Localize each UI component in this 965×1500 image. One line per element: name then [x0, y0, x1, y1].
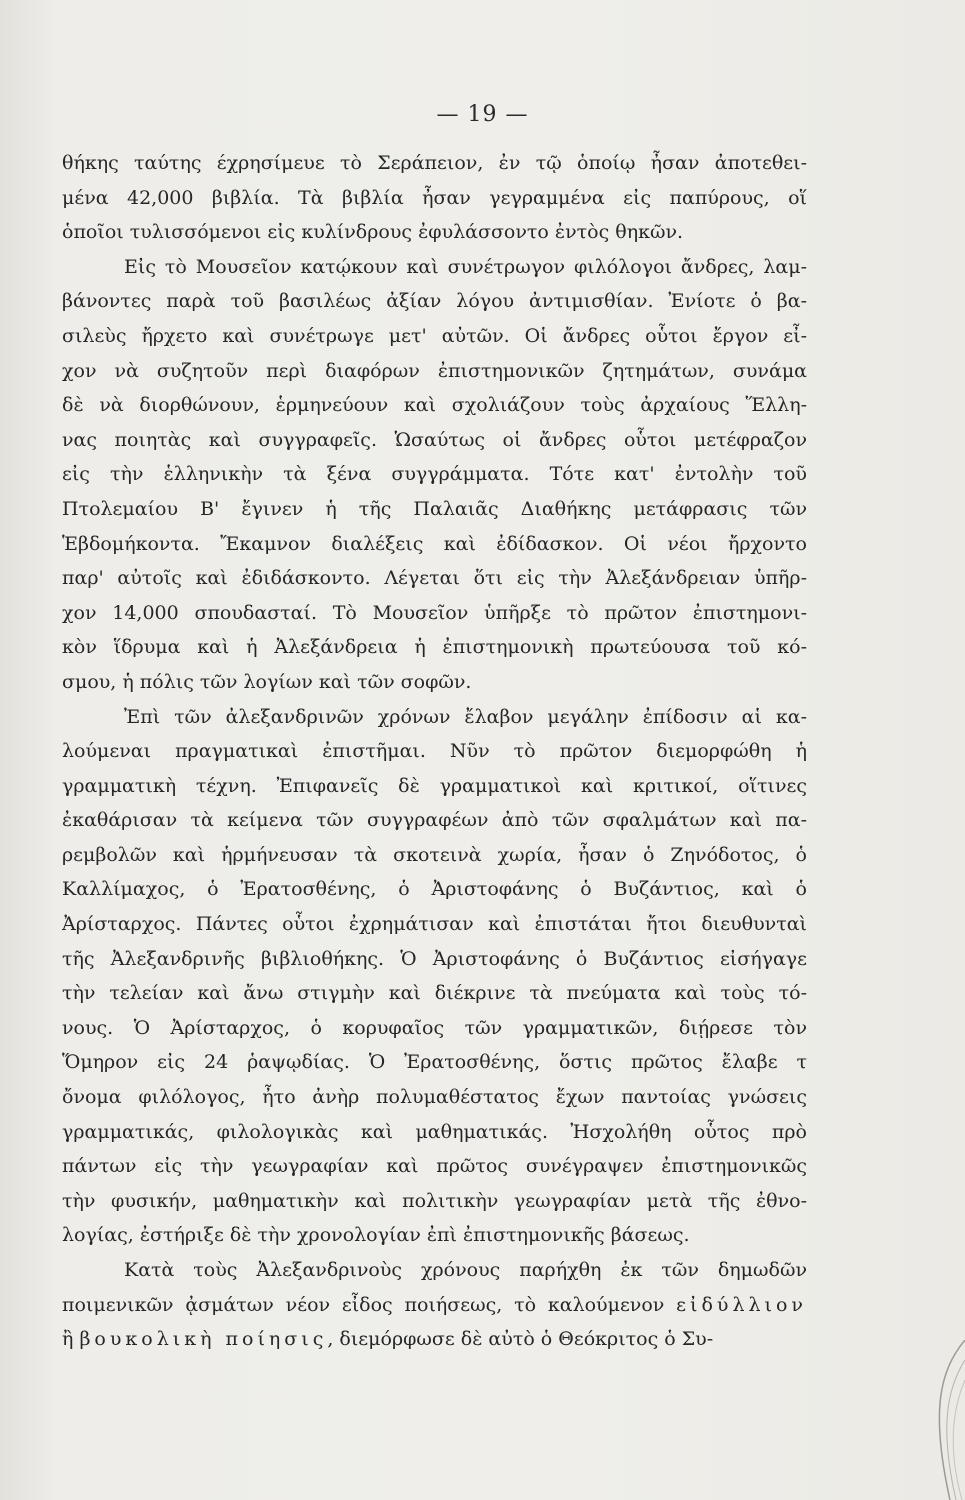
spaced-term: βουκολικὴ ποίησις — [79, 1328, 328, 1351]
text-line: γραμματικὴ τέχνη. Ἐπιφανεῖς δὲ γραμματικοὶ καὶ κριτικοί, οἵτινες — [62, 774, 807, 797]
text-line: κὸν ἵδρυμα καὶ ἡ Ἀλεξάνδρεια ἡ ἐπιστημονικὴ πρωτεύουσα τοῦ κό- — [62, 636, 807, 659]
text-line — [62, 1322, 807, 1357]
text-line: Ὅμηρον εἰς 24 ῥαψῳδίας. Ὁ Ἐρατοσθένης, ὅστις πρῶτος ἔλαβε τ — [62, 1051, 807, 1074]
text-span: ἢ — [62, 1328, 74, 1351]
paragraph-start-line: Ἐπὶ τῶν ἀλεξανδρινῶν χρόνων ἔλαβον μεγάλην ἐπίδοσιν αἱ κα- — [124, 705, 807, 728]
text-span: ποιμενικῶν ᾀσμάτων νέον εἶδος ποιήσεως, τὸ καλούμενον — [62, 1293, 665, 1316]
text-line: θήκης ταύτης έχρησίμευε τὸ Σεράπειον, ἐν τῷ ὁποίῳ ἦσαν ἀποτεθει- — [62, 152, 807, 174]
text-line: μένα 42,000 βιβλία. Τὰ βιβλία ἦσαν γεγραμμένα εἰς παπύρους, οἵ — [62, 186, 807, 209]
text-line: παρ' αὐτοῖς καὶ ἐδιδάσκοντο. Λέγεται ὅτι εἰς τὴν Ἀλεξάνδρειαν ὑπῆρ- — [62, 567, 807, 590]
text-line: νας ποιητὰς καὶ συγγραφεῖς. Ὡσαύτως οἱ ἄνδρες οὗτοι μετέφραζον — [62, 428, 807, 451]
paragraph-start-line: Κατὰ τοὺς Ἀλεξανδρινοὺς χρόνους παρήχθη ἐκ τῶν δημωδῶν — [124, 1259, 807, 1281]
text-line: τῆς Ἀλεξανδρινῆς βιβλιοθήκης. Ὁ Ἀριστοφάνης ὁ Βυζάντιος εἰσήγαγε — [62, 947, 807, 970]
text-line: εἰς τὴν ἑλληνικὴν τὰ ξένα συγγράμματα. Τότε κατ' ἐντολὴν τοῦ — [62, 463, 807, 486]
text-line: λογίας, ἐστήριξε δὲ τὴν χρονολογίαν ἐπὶ ἐπιστημονικῆς βάσεως. — [62, 1224, 690, 1247]
text-line: χον νὰ συζητοῦν περὶ διαφόρων ἐπιστημονικῶν ζητημάτων, συνάμα — [62, 359, 807, 382]
text-line: νους. Ὁ Ἀρίσταρχος, ὁ κορυφαῖος τῶν γραμματικῶν, διῄρεσε τὸν — [62, 1016, 807, 1039]
text-line: Ἑβδομήκοντα. Ἔκαμνον διαλέξεις καὶ ἐδίδασκον. Οἱ νέοι ἤρχοντο — [62, 532, 807, 555]
text-line: ὄνομα φιλόλογος, ἦτο ἀνὴρ πολυμαθέστατος ἔχων παντοίας γνώσεις — [62, 1086, 807, 1109]
page-edge-mark-icon — [910, 1340, 965, 1500]
text-line: πάντων εἰς τὴν γεωγραφίαν καὶ πρῶτος συνέγραψεν ἐπιστημονικῶς — [62, 1155, 807, 1178]
text-line: τὴν τελείαν καὶ ἄνω στιγμὴν καὶ διέκρινε τὰ πνεύματα καὶ τοὺς τό- — [62, 982, 807, 1005]
text-line — [62, 1288, 807, 1323]
page-number: — 19 — — [436, 102, 529, 127]
text-line: σμου, ἡ πόλις τῶν λογίων καὶ τῶν σοφῶν. — [62, 670, 472, 693]
body-text — [62, 146, 807, 1357]
text-line: γραμματικάς, φιλολογικὰς καὶ μαθηματικάς. Ἠσχολήθη οὗτος πρὸ — [62, 1120, 807, 1143]
text-line: σιλεὺς ἤρχετο καὶ συνέτρωγε μετ' αὐτῶν. Οἱ ἄνδρες οὗτοι ἔργον εἶ- — [62, 324, 807, 347]
text-line: χον 14,000 σπουδασταί. Τὸ Μουσεῖον ὑπῆρξε τὸ πρῶτον ἐπιστημονι- — [62, 601, 807, 624]
text-line: τὴν φυσικήν, μαθηματικὴν καὶ πολιτικὴν γεωγραφίαν μετὰ τῆς ἐθνο- — [62, 1189, 807, 1212]
text-line: βάνοντες παρὰ τοῦ βασιλέως ἀξίαν λόγου ἀντιμισθίαν. Ἐνίοτε ὁ βα- — [62, 290, 807, 313]
text-span: , διεμόρφωσε δὲ αὐτὸ ὁ Θεόκριτος ὁ Συ- — [327, 1328, 714, 1351]
text-line: ρεμβολῶν καὶ ἡρμήνευσαν τὰ σκοτεινὰ χωρία, ἦσαν ὁ Ζηνόδοτος, ὁ — [62, 843, 807, 866]
text-line: ἐκαθάρισαν τὰ κείμενα τῶν συγγραφέων ἀπὸ τῶν σφαλμάτων καὶ πα- — [62, 809, 807, 832]
text-line: Ἀρίσταρχος. Πάντες οὗτοι ἐχρημάτισαν καὶ ἐπιστάται ἤτοι διευθυνταὶ — [62, 913, 807, 936]
text-line: δὲ νὰ διορθώνουν, ἑρμηνεύουν καὶ σχολιάζουν τοὺς ἀρχαίους Ἕλλη- — [62, 394, 807, 417]
paragraph-start-line: Εἰς τὸ Μουσεῖον κατῴκουν καὶ συνέτρωγον φιλόλογοι ἄνδρες, λαμ- — [124, 255, 807, 278]
spaced-term: εἰδύλλιον — [676, 1293, 807, 1316]
text-line: ὁποῖοι τυλισσόμενοι εἰς κυλίνδρους ἐφυλάσσοντο ἐντὸς θηκῶν. — [62, 221, 684, 244]
text-line: Πτολεμαίου Β' ἔγινεν ἡ τῆς Παλαιᾶς Διαθήκης μετάφρασις τῶν — [62, 497, 807, 520]
text-line: Καλλίμαχος, ὁ Ἐρατοσθένης, ὁ Ἀριστοφάνης ὁ Βυζάντιος, καὶ ὁ — [62, 878, 807, 901]
text-line: λούμεναι πραγματικαὶ ἐπιστῆμαι. Νῦν τὸ πρῶτον διεμορφώθη ἡ — [62, 740, 807, 763]
